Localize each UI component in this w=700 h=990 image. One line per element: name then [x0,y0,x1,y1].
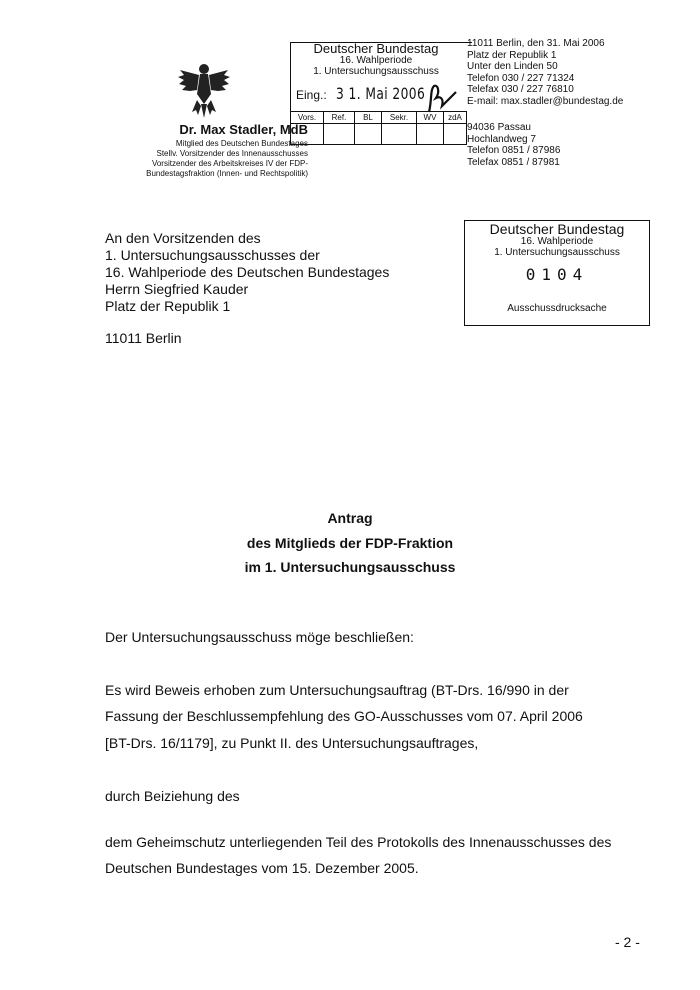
address-line: E-mail: max.stadler@bundestag.de [467,95,624,107]
address-line: Hochlandweg 7 [467,133,536,145]
routing-cell: WV [417,112,444,124]
federal-eagle-icon [178,60,230,120]
recipient-line: Herrn Siegfried Kauder [105,281,249,297]
recipient-line: Platz der Republik 1 [105,298,231,314]
document-number-stamp [464,220,650,326]
address-line: 11011 Berlin, den 31. Mai 2006 [467,38,605,49]
recipient-line: 16. Wahlperiode des Deutschen Bundestages [105,264,390,280]
sender-name: Dr. Max Stadler, MdB [179,122,308,137]
sender-title-line: Vorsitzender des Arbeitskreises IV der FDP- [151,159,308,168]
paragraph-line: Fassung der Beschlussempfehlung des GO-Ausschusses vom 07. April 2006 [105,708,583,724]
sender-title-line: Stellv. Vorsitzender des Innenausschusses [156,149,308,158]
passau-address [467,122,657,168]
recipient-line: 1. Untersuchungsausschusses der [105,247,320,263]
routing-cell: BL [355,112,382,124]
routing-cell: Sekr. [382,112,417,124]
paragraph-line: durch Beiziehung des [105,788,240,804]
address-line: Unter den Linden 50 [467,61,558,72]
address-line: Platz der Republik 1 [467,49,557,61]
sender-title-line: Mitglied des Deutschen Bundestages [175,139,308,148]
document-title: Antrag [327,510,373,526]
address-line: Telefon 030 / 227 71324 [467,72,575,84]
receipt-label: Eing.: [296,88,327,102]
stamp-line: 16. Wahlperiode [520,236,594,247]
routing-table [290,111,467,145]
paragraph-line: Deutschen Bundestages vom 15. Dezember 2005. [105,860,419,876]
address-line: Telefax 0851 / 87981 [467,156,560,168]
document-subtitle: des Mitglieds der FDP-Fraktion [246,535,454,551]
receipt-stamp [290,42,472,144]
paragraph-line: [BT-Drs. 16/1179], zu Punkt II. des Untersuchungsauftrages, [105,735,479,751]
document-subtitle: im 1. Untersuchungsausschuss [244,559,456,575]
stamp-line: 1. Untersuchungsausschuss [313,66,439,77]
paragraph-line: dem Geheimschutz unterliegenden Teil des Protokolls des Innenausschusses des [105,834,612,850]
recipient-city: 11011 Berlin [105,330,182,346]
address-line: Telefon 0851 / 87986 [467,145,561,156]
paragraph-line: Es wird Beweis erhoben zum Untersuchungsauftrag (BT-Drs. 16/990 in der [105,682,569,698]
recipient-address [105,230,389,315]
stamp-line: 1. Untersuchungsausschuss [494,247,620,258]
document-number: 0104 [525,265,589,284]
address-line: 94036 Passau [467,122,531,133]
motion-intro: Der Untersuchungsausschuss möge beschließen: [105,629,414,645]
page-number: - 2 - [615,934,640,950]
berlin-address [467,38,657,107]
stamp-line: 16. Wahlperiode [339,55,413,66]
receipt-date: 3 1. Mai 2006 [336,84,426,103]
recipient-line: An den Vorsitzenden des [105,230,261,246]
sender-title-line: Bundestagsfraktion (Innen- und Rechtspolitik) [146,169,308,178]
routing-cell: zdA [444,112,467,124]
routing-cell: Vors. [291,112,324,124]
routing-cell: Ref. [324,112,355,124]
stamp-label: Ausschussdrucksache [507,303,607,314]
stamp-line: Deutscher Bundestag [489,221,625,237]
stamp-line: Deutscher Bundestag [313,41,439,56]
address-line: Telefax 030 / 227 76810 [467,84,574,95]
